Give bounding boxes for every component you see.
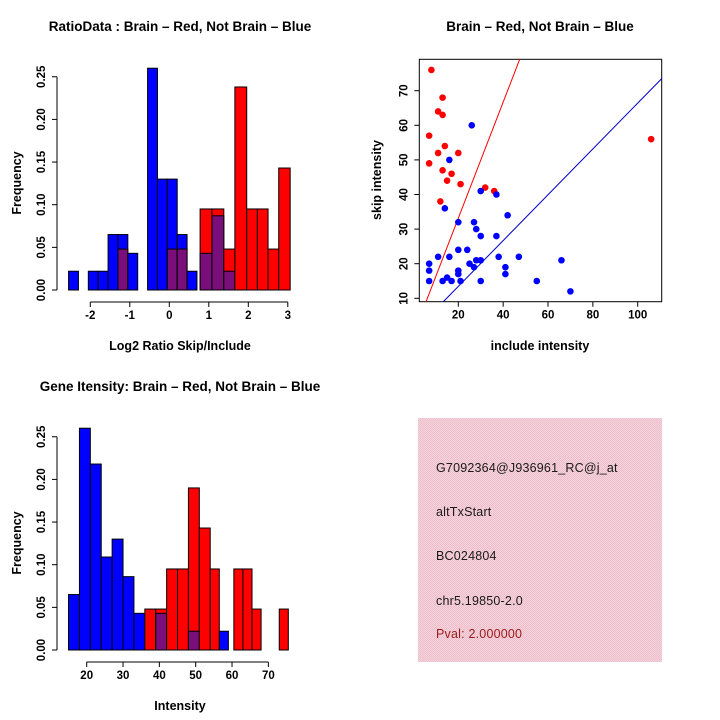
blue-point (533, 278, 540, 285)
blue-bar (187, 271, 197, 290)
red-bar (252, 609, 261, 650)
overlap-bar (212, 216, 224, 290)
overlap-bar (224, 271, 235, 290)
red-bar (268, 249, 279, 290)
blue-bar (123, 577, 134, 650)
blue-bar (69, 595, 80, 650)
blue-bar (219, 631, 228, 650)
blue-bar (98, 271, 108, 290)
red-bar (167, 569, 178, 650)
y-tick-label: 10 (398, 291, 411, 305)
x-tick-label: -1 (124, 310, 135, 322)
y-tick-label: 0.05 (36, 596, 48, 619)
blue-bar (108, 235, 118, 290)
red-point (437, 198, 444, 205)
ratio-histogram-title: RatioData : Brain – Red, Not Brain – Blue (48, 19, 312, 34)
blue-bar (101, 557, 112, 650)
y-tick-label: 60 (398, 118, 411, 132)
x-tick-label: 60 (225, 670, 239, 682)
overlap-bar (167, 249, 177, 290)
blue-point (495, 253, 502, 260)
blue-point (493, 191, 500, 198)
overlap-bar (156, 613, 167, 650)
panel-intensity-scatter (360, 0, 720, 360)
red-point (455, 150, 462, 157)
ratio-x-axis-label: Log2 Ratio Skip/Include (109, 339, 251, 353)
accession-text: BC024804 (436, 549, 497, 563)
scatter-title: Brain – Red, Not Brain – Blue (446, 19, 634, 34)
gene-histogram-plot (0, 360, 360, 720)
histogram-bars (69, 68, 291, 290)
x-tick-label: 100 (628, 309, 648, 322)
red-point (426, 160, 433, 167)
red-bar (178, 569, 189, 650)
x-tick-label: 1 (205, 310, 213, 322)
red-point (439, 167, 446, 174)
gene-y-axis-label: Frequency (10, 511, 24, 575)
x-tick-label: 2 (245, 310, 252, 322)
y-tick-label: 40 (398, 188, 411, 201)
red-bar (234, 569, 243, 650)
overlap-bar (118, 249, 128, 290)
red-point (457, 181, 464, 188)
red-bar (279, 609, 288, 650)
ratio-y-axis-label: Frequency (10, 151, 24, 215)
y-tick-label: 0.00 (36, 638, 48, 662)
panel-gene-intensity-histogram (0, 360, 360, 720)
red-point (442, 143, 449, 150)
y-tick-label: 70 (398, 84, 411, 98)
splice-type-text: altTxStart (436, 505, 492, 519)
blue-point (446, 157, 453, 164)
blue-point (477, 278, 484, 285)
x-tick-label: 20 (451, 309, 465, 322)
blue-point (439, 278, 446, 285)
blue-bar (128, 253, 138, 290)
y-tick-label: 0.15 (36, 510, 48, 534)
blue-point (446, 253, 453, 260)
red-bar (210, 569, 219, 650)
panel-ratio-histogram (0, 0, 360, 360)
x-tick-label: 40 (152, 670, 166, 682)
x-tick-label: 50 (189, 670, 203, 682)
fit-lines (426, 59, 662, 302)
red-point (439, 94, 446, 101)
red-point (444, 177, 451, 184)
y-tick-label: 0.25 (36, 65, 48, 88)
gene-histogram-title: Gene Itensity: Brain – Red, Not Brain – Blue (39, 379, 321, 394)
blue-point (477, 257, 484, 264)
axes (398, 59, 661, 321)
red-bar (145, 609, 156, 650)
x-tick-label: 60 (541, 309, 555, 322)
gene-info-box (418, 418, 662, 662)
blue-bar (148, 68, 158, 290)
y-tick-label: 30 (398, 222, 411, 236)
scatter-y-axis-label: skip intensity (370, 140, 384, 220)
intensity-scatter-plot (360, 0, 720, 360)
x-tick-label: 20 (80, 670, 94, 682)
y-tick-label: 0.20 (36, 108, 48, 131)
y-tick-label: 0.10 (36, 553, 48, 576)
y-tick-label: 0.25 (36, 425, 48, 448)
red-point (435, 150, 442, 157)
blue-bar (88, 271, 98, 290)
x-tick-label: 30 (116, 670, 130, 682)
overlap-bar (200, 253, 212, 290)
red-bar (257, 209, 268, 290)
y-tick-label: 0.10 (36, 193, 48, 216)
y-tick-label: 0.00 (36, 278, 48, 302)
blue-point (426, 260, 433, 267)
blue-bar (69, 271, 79, 290)
blue-bar (134, 613, 145, 650)
blue-point (435, 253, 442, 260)
blue-point (457, 278, 464, 285)
red-bar (247, 209, 258, 290)
blue-point (442, 205, 449, 212)
x-tick-label: 3 (284, 310, 292, 322)
blue-bar (90, 464, 101, 650)
red-bar (188, 488, 199, 650)
x-tick-label: 40 (496, 309, 510, 322)
red-point (648, 136, 655, 143)
y-tick-label: 0.15 (36, 150, 48, 174)
blue-point (493, 233, 500, 240)
red-point (426, 132, 433, 139)
blue-bar (112, 539, 123, 650)
blue-point (464, 247, 471, 254)
plot-box (419, 59, 661, 301)
overlap-bar (188, 631, 199, 650)
x-tick-label: 0 (166, 310, 173, 322)
blue-bar (157, 179, 167, 290)
blue-point (502, 271, 509, 278)
gene-x-axis-label: Intensity (154, 699, 206, 713)
x-tick-label: 80 (586, 309, 600, 322)
y-tick-label: 50 (398, 153, 411, 167)
blue-point (448, 278, 455, 285)
y-tick-label: 20 (398, 257, 411, 271)
blue-point (468, 122, 475, 129)
blue-point (473, 226, 480, 233)
red-bar (243, 569, 252, 650)
red-point (439, 112, 446, 119)
red-bar (279, 168, 290, 290)
y-tick-label: 0.05 (36, 236, 48, 259)
blue-bar (79, 428, 90, 650)
blue-point (471, 219, 478, 226)
locus-text: chr5.19850-2.0 (436, 594, 523, 608)
blue-point (455, 271, 462, 278)
blue-point (426, 278, 433, 285)
blue-point (516, 253, 523, 260)
x-tick-label: -2 (85, 310, 96, 322)
y-tick-label: 0.20 (36, 468, 48, 491)
blue-point (455, 219, 462, 226)
pval-text: Pval: 2.000000 (436, 627, 523, 641)
blue-point (471, 264, 478, 271)
red-point (428, 67, 435, 74)
overlap-bar (177, 249, 187, 290)
scatter-x-axis-label: include intensity (490, 339, 590, 353)
blue-point (477, 188, 484, 195)
blue-point (504, 212, 511, 219)
blue-point (455, 247, 462, 254)
blue-point (426, 267, 433, 274)
panel-gene-info (360, 360, 720, 720)
data-points (426, 67, 655, 295)
blue-point (558, 257, 565, 264)
probe-id-text: G7092364@J936961_RC@j_at (436, 461, 618, 475)
red-bar (199, 528, 210, 650)
red-bar (235, 87, 247, 290)
blue-point (567, 288, 574, 295)
red-point (448, 170, 455, 177)
histogram-bars (69, 428, 289, 650)
blue-point (502, 264, 509, 271)
ratio-histogram-plot (0, 0, 360, 360)
x-tick-label: 70 (261, 670, 275, 682)
blue-point (477, 233, 484, 240)
